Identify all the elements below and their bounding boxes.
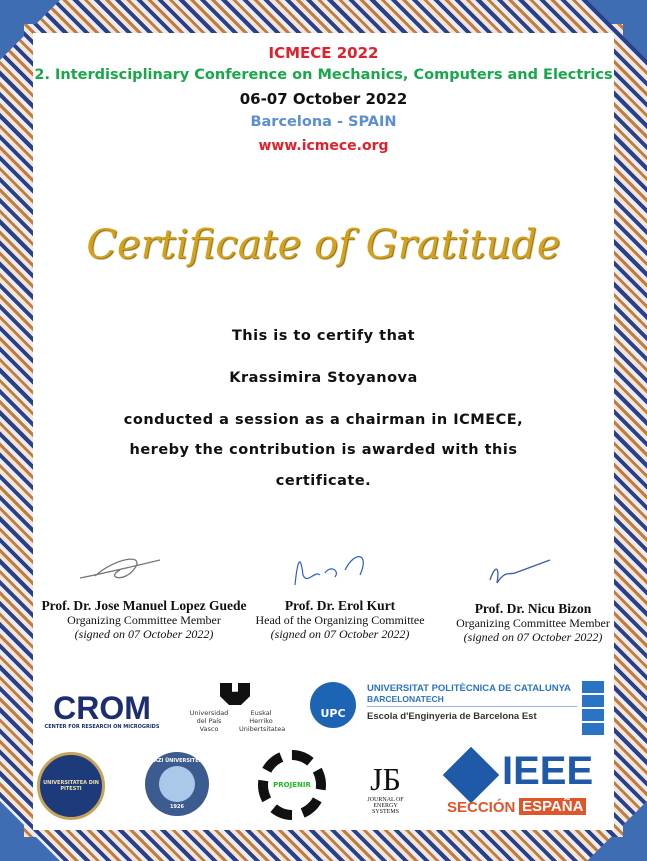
upv-ehu-logo: Universidad del País Vasco Euskal Herriko Unibertsitatea (185, 683, 285, 733)
intro-text: This is to certify that (231, 328, 416, 344)
gazi-university-seal: GAZI ÜNIVERSITESI 1926 (145, 752, 209, 816)
ieee-diamond-icon (443, 747, 500, 804)
conference-acronym: ICMECE 2022 (268, 44, 379, 62)
signatory-block (448, 602, 618, 644)
conference-dates: 06-07 October 2022 (239, 90, 408, 108)
certificate-title: Certificate of Gratitude (86, 222, 561, 268)
signature-image (75, 548, 165, 588)
signatory-name: Prof. Dr. Erol Kurt (284, 598, 396, 613)
recipient-name: Krassimira Stoyanova (229, 370, 418, 386)
signature-image (485, 555, 555, 590)
crom-logo: CROM CENTER FOR RESEARCH ON MICROGRIDS (44, 689, 160, 730)
body-line: conducted a session as a chairman in ICMECE, (123, 412, 524, 428)
body-line: hereby the contribution is awarded with this (129, 442, 518, 458)
conference-name: 2. Interdisciplinary Conference on Mechanics, Computers and Electrics (34, 67, 613, 83)
conference-website: www.icmece.org (258, 138, 389, 154)
signature-date: (signed on 07 October 2022) (463, 630, 603, 644)
signatory-role: Organizing Committee Member (67, 613, 221, 627)
signatory-role: Head of the Organizing Committee (255, 613, 425, 627)
upc-bars-icon (582, 680, 604, 735)
signatory-role: Organizing Committee Member (456, 616, 610, 630)
signature-image (285, 545, 380, 595)
pitesti-university-seal: UNIVERSITATEA DIN PITESTI (37, 752, 105, 820)
upv-emblem-icon (220, 683, 250, 705)
body-line: certificate. (275, 473, 372, 489)
signatory-block (250, 599, 430, 641)
signatory-name: Prof. Dr. Nicu Bizon (474, 601, 592, 616)
ieee-spain-logo: IEEE SECCIÓN ESPAÑA (447, 753, 607, 819)
signatory-name: Prof. Dr. Jose Manuel Lopez Guede (41, 598, 247, 613)
signature-date: (signed on 07 October 2022) (74, 627, 214, 641)
journal-of-energy-systems-logo: JƂ JOURNAL OF ENERGY SYSTEMS (367, 760, 404, 815)
upc-text: UNIVERSITAT POLITÈCNICA DE CATALUNYA BARCELONATECH Escola d'Enginyeria de Barcelona Est (367, 683, 577, 722)
signatory-block (34, 599, 254, 641)
conference-location: Barcelona - SPAIN (250, 114, 397, 130)
projenir-logo: PROJENIR (258, 750, 326, 820)
upc-logo: UPC (310, 682, 356, 728)
signature-date: (signed on 07 October 2022) (270, 627, 410, 641)
